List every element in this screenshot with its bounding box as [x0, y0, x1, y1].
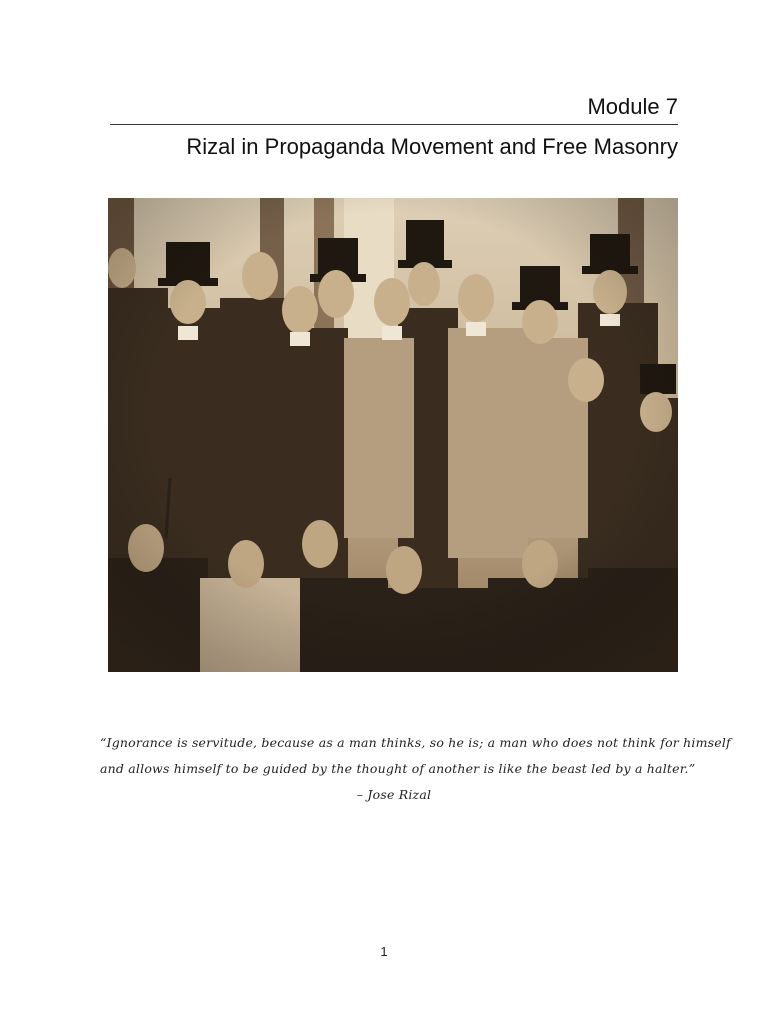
- module-title: Rizal in Propaganda Movement and Free Masonry: [186, 134, 678, 159]
- quote-attribution: – Jose Rizal: [356, 787, 432, 802]
- quote-block: [100, 730, 731, 808]
- header-divider: [110, 124, 678, 125]
- module-label: Module 7: [587, 94, 678, 119]
- quote-line-2: and allows himself to be guided by the thought of another is like the beast led by a halter.”: [100, 761, 696, 776]
- group-photo-icon: [108, 198, 678, 672]
- page-number: 1: [380, 944, 388, 959]
- quote-line-1: “Ignorance is servitude, because as a man thinks, so he is; a man who does not think for himself: [100, 735, 731, 750]
- group-photo: [108, 198, 678, 672]
